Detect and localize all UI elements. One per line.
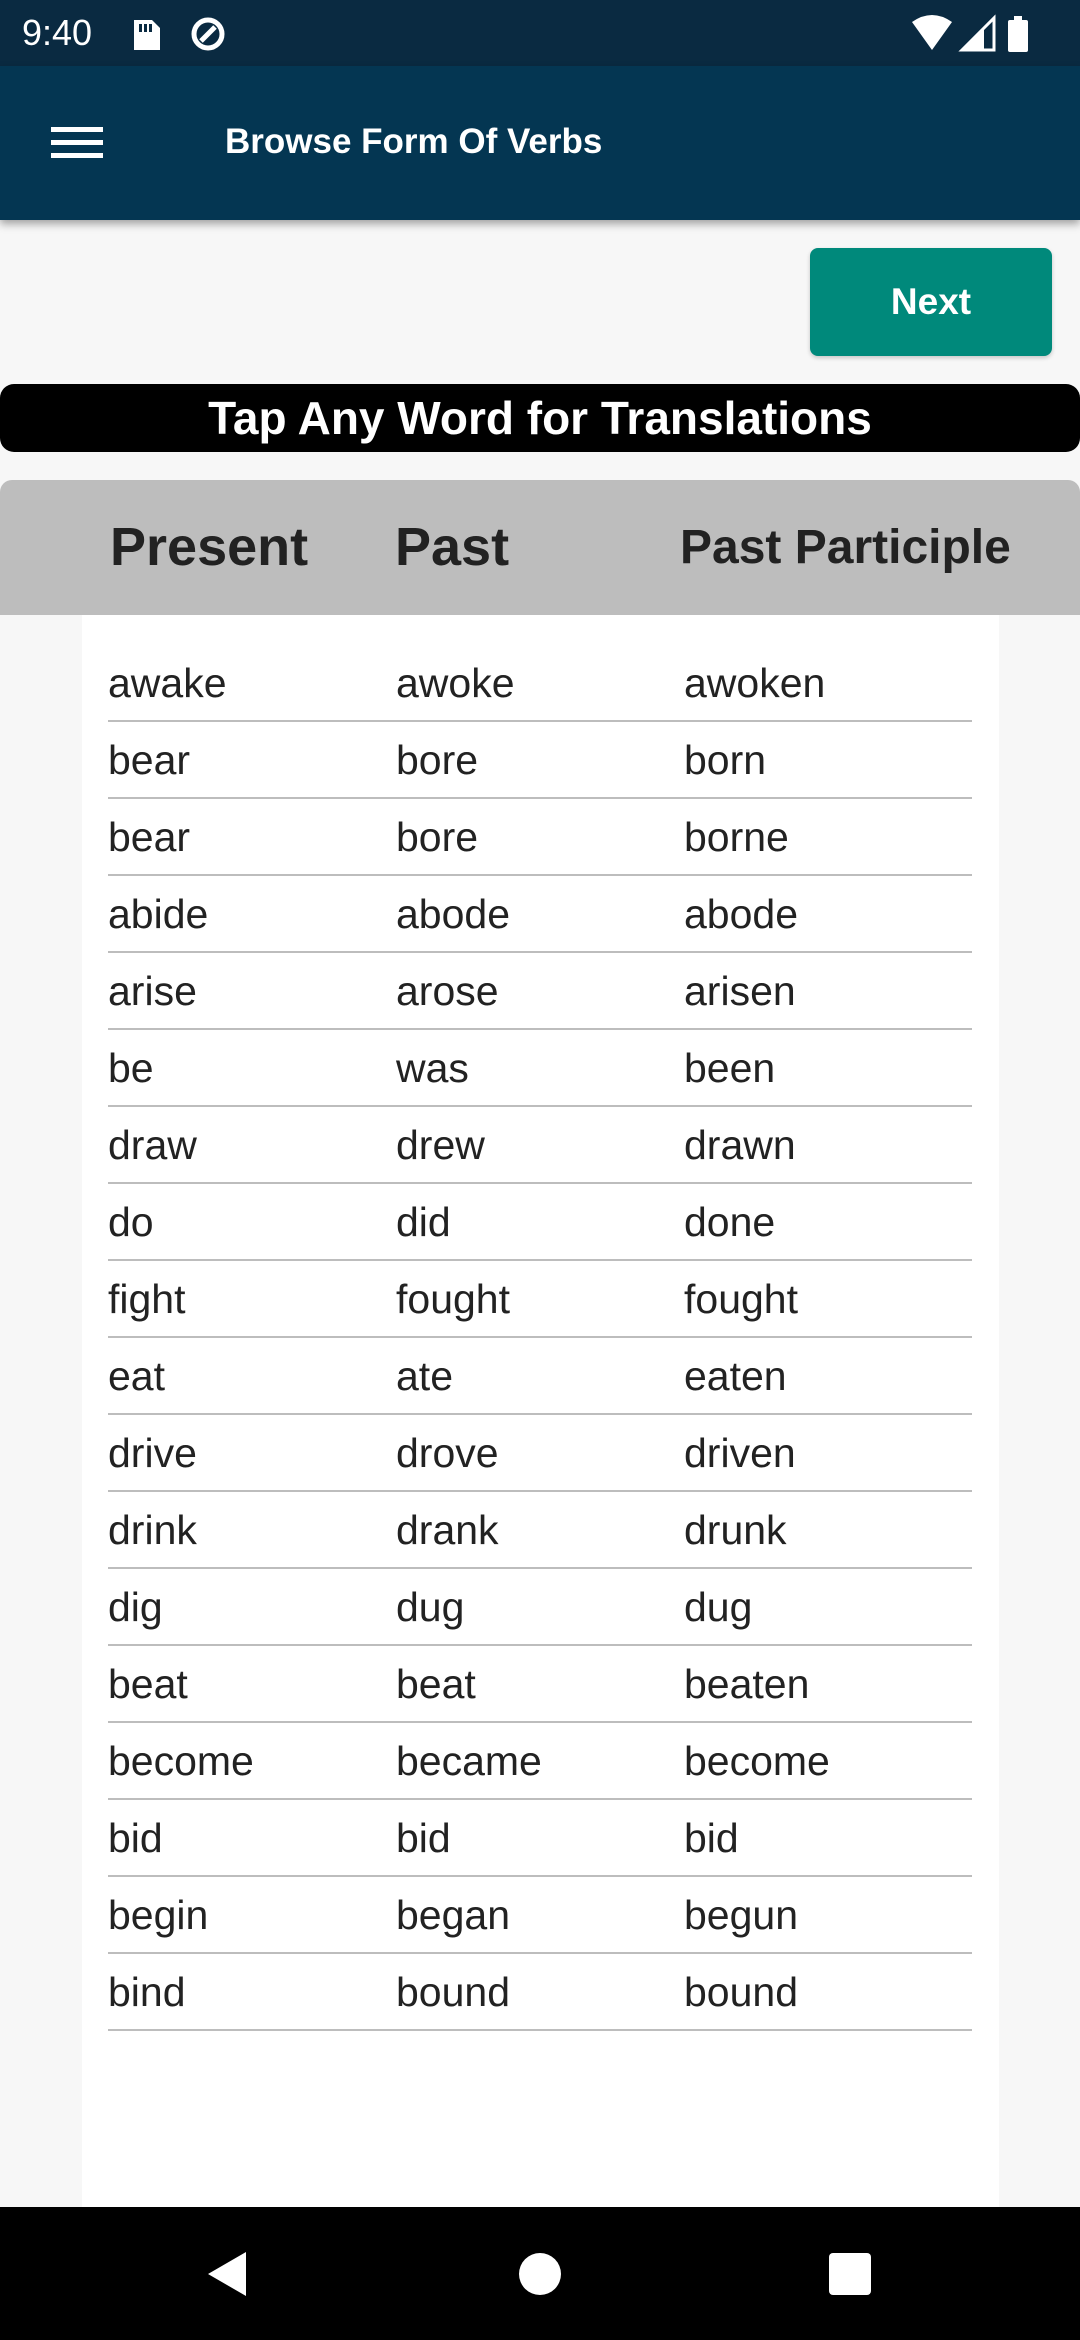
- past-participle-word[interactable]: bound: [684, 1969, 799, 2015]
- past-participle-word[interactable]: been: [684, 1045, 776, 1091]
- table-row: [108, 1338, 972, 1415]
- past-word[interactable]: did: [396, 1199, 451, 1245]
- past-participle-word[interactable]: abode: [684, 891, 799, 937]
- present-word[interactable]: fight: [108, 1276, 186, 1322]
- past-word[interactable]: bid: [396, 1815, 451, 1861]
- past-participle-word[interactable]: drawn: [684, 1122, 796, 1168]
- present-word[interactable]: awake: [108, 660, 227, 706]
- past-word[interactable]: dug: [396, 1584, 465, 1630]
- sync-icon: [188, 14, 228, 59]
- past-participle-word[interactable]: fought: [684, 1276, 798, 1322]
- past-word[interactable]: bound: [396, 1969, 511, 2015]
- present-word[interactable]: draw: [108, 1122, 197, 1168]
- status-bar: [0, 0, 1080, 66]
- present-word[interactable]: drink: [108, 1507, 197, 1553]
- past-word[interactable]: ate: [396, 1353, 453, 1399]
- past-word[interactable]: abode: [396, 891, 511, 937]
- past-participle-word[interactable]: born: [684, 737, 767, 783]
- present-word[interactable]: beat: [108, 1661, 188, 1707]
- past-word[interactable]: was: [396, 1045, 469, 1091]
- present-word[interactable]: bid: [108, 1815, 163, 1861]
- table-row: [108, 645, 972, 722]
- present-word[interactable]: drive: [108, 1430, 197, 1476]
- present-word[interactable]: do: [108, 1199, 154, 1245]
- present-word[interactable]: bear: [108, 814, 191, 860]
- table-row: [108, 1415, 972, 1492]
- table-row: [108, 1261, 972, 1338]
- column-header-past-participle: Past Participle: [680, 521, 1011, 574]
- past-word[interactable]: drew: [396, 1122, 485, 1168]
- past-word[interactable]: awoke: [396, 660, 515, 706]
- present-word[interactable]: bear: [108, 737, 191, 783]
- page-title: Browse Form Of Verbs: [225, 122, 603, 161]
- past-word[interactable]: beat: [396, 1661, 476, 1707]
- past-participle-word[interactable]: borne: [684, 814, 789, 860]
- status-time: 9:40: [22, 12, 93, 53]
- hamburger-menu-icon[interactable]: [30, 108, 124, 178]
- home-icon[interactable]: [500, 2234, 580, 2314]
- signal-icon: [962, 18, 994, 50]
- past-participle-word[interactable]: driven: [684, 1430, 796, 1476]
- past-word[interactable]: became: [396, 1738, 542, 1784]
- table-row: [108, 1723, 972, 1800]
- table-row: [108, 1877, 972, 1954]
- table-row: [108, 1107, 972, 1184]
- present-word[interactable]: arise: [108, 968, 197, 1014]
- past-participle-word[interactable]: dug: [684, 1584, 753, 1630]
- battery-icon: [1008, 16, 1028, 52]
- past-word[interactable]: drank: [396, 1507, 499, 1553]
- table-row: [108, 1954, 972, 2031]
- past-participle-word[interactable]: become: [684, 1738, 830, 1784]
- next-button[interactable]: Next: [810, 248, 1052, 356]
- past-participle-word[interactable]: awoken: [684, 660, 826, 706]
- past-participle-word[interactable]: drunk: [684, 1507, 787, 1553]
- table-row: [108, 953, 972, 1030]
- wifi-icon: [912, 15, 952, 50]
- past-participle-word[interactable]: begun: [684, 1892, 799, 1938]
- present-word[interactable]: eat: [108, 1353, 165, 1399]
- table-row: [108, 1492, 972, 1569]
- present-word[interactable]: become: [108, 1738, 254, 1784]
- app-bar: [0, 66, 1080, 220]
- recents-icon[interactable]: [810, 2234, 890, 2314]
- past-word[interactable]: bore: [396, 737, 479, 783]
- past-participle-word[interactable]: eaten: [684, 1353, 787, 1399]
- back-icon[interactable]: [187, 2234, 267, 2314]
- table-row: [108, 722, 972, 799]
- present-word[interactable]: abide: [108, 891, 209, 937]
- table-row: [108, 1184, 972, 1261]
- column-header-past: Past: [395, 517, 510, 577]
- table-row: [108, 1569, 972, 1646]
- past-word[interactable]: bore: [396, 814, 479, 860]
- present-word[interactable]: begin: [108, 1892, 209, 1938]
- present-word[interactable]: bind: [108, 1969, 186, 2015]
- table-row: [108, 1646, 972, 1723]
- past-word[interactable]: fought: [396, 1276, 510, 1322]
- status-right-icons: [910, 12, 1060, 61]
- past-word[interactable]: drove: [396, 1430, 499, 1476]
- verb-rows: [108, 645, 972, 2031]
- present-word[interactable]: be: [108, 1045, 154, 1091]
- past-participle-word[interactable]: bid: [684, 1815, 739, 1861]
- past-word[interactable]: began: [396, 1892, 511, 1938]
- table-row: [108, 1800, 972, 1877]
- instruction-banner: Tap Any Word for Translations: [0, 384, 1080, 452]
- table-row: [108, 1030, 972, 1107]
- verb-table: [82, 615, 999, 2207]
- navigation-bar: [0, 2207, 1080, 2340]
- table-row: [108, 799, 972, 876]
- table-header: [0, 480, 1080, 615]
- present-word[interactable]: dig: [108, 1584, 163, 1630]
- table-row: [108, 876, 972, 953]
- past-participle-word[interactable]: done: [684, 1199, 776, 1245]
- column-header-present: Present: [110, 517, 309, 577]
- past-participle-word[interactable]: arisen: [684, 968, 796, 1014]
- past-participle-word[interactable]: beaten: [684, 1661, 810, 1707]
- past-word[interactable]: arose: [396, 968, 499, 1014]
